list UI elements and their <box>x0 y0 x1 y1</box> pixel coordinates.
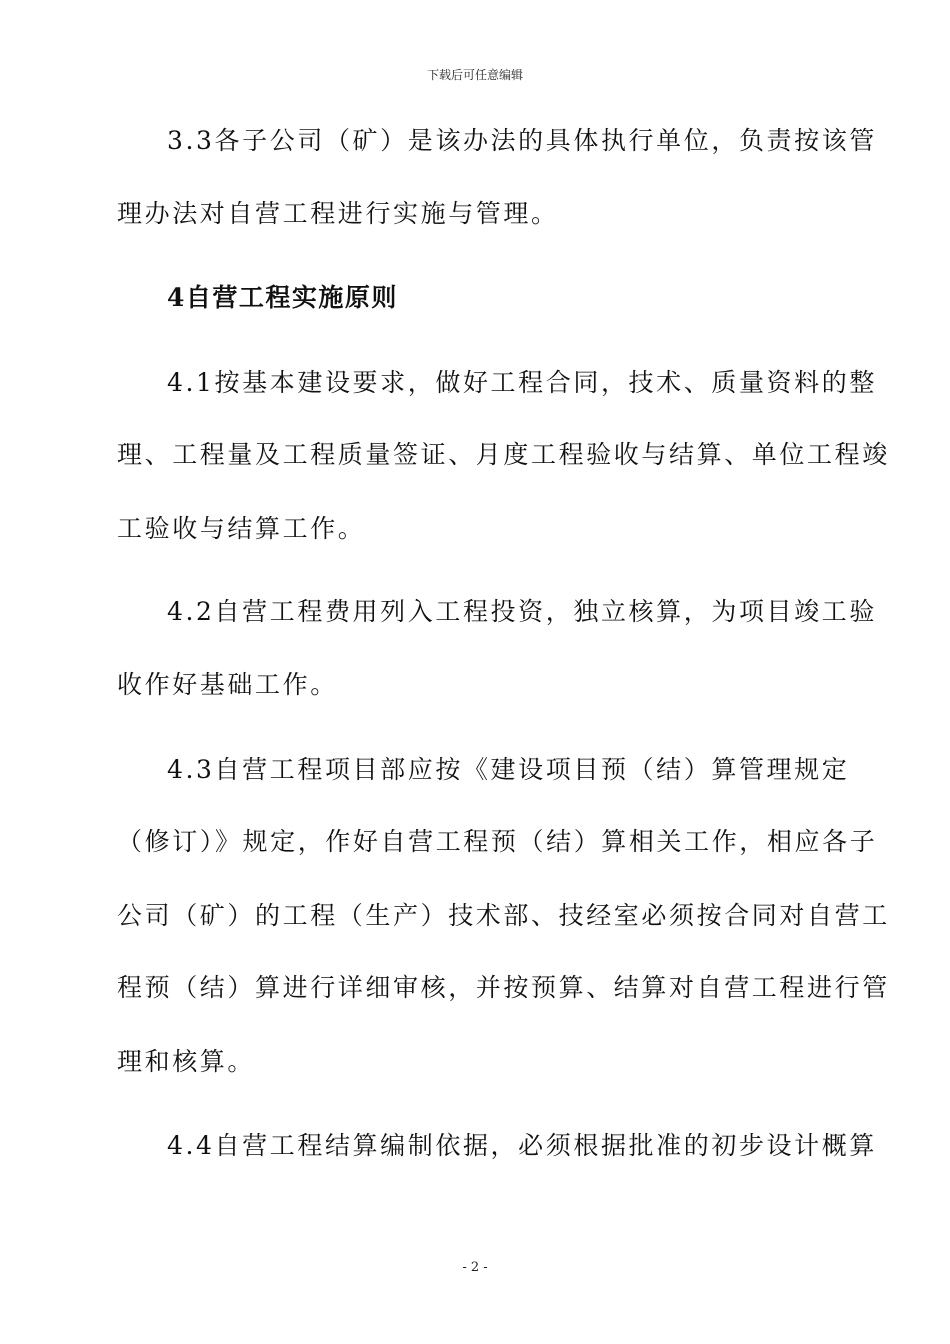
paragraph-4-3-line-3: 公司（矿）的工程（生产）技术部、技经室必须按合同对自营工 <box>117 901 890 930</box>
header-note: 下载后可任意编辑 <box>426 68 523 82</box>
paragraph-3-3-line-1: 3.3各子公司（矿）是该办法的具体执行单位，负责按该管 <box>167 126 877 155</box>
section-4-heading: 4自营工程实施原则 <box>167 283 398 312</box>
paragraph-3-3-line-2: 理办法对自营工程进行实施与管理。 <box>117 199 559 228</box>
paragraph-4-3-line-5: 理和核算。 <box>117 1047 256 1076</box>
paragraph-4-4-line-1: 4.4自营工程结算编制依据，必须根据批准的初步设计概算 <box>167 1131 877 1160</box>
paragraph-4-2-line-2: 收作好基础工作。 <box>117 670 338 699</box>
paragraph-4-2-line-1: 4.2自营工程费用列入工程投资，独立核算，为项目竣工验 <box>167 597 877 626</box>
paragraph-4-1-line-1: 4.1按基本建设要求，做好工程合同，技术、质量资料的整 <box>167 368 877 397</box>
paragraph-4-1-line-3: 工验收与结算工作。 <box>117 514 366 543</box>
paragraph-4-3-line-1: 4.3自营工程项目部应按《建设项目预（结）算管理规定 <box>167 755 850 784</box>
page-number: - 2 - <box>462 1260 488 1275</box>
paragraph-4-3-line-4: 程预（结）算进行详细审核，并按预算、结算对自营工程进行管 <box>117 973 890 1002</box>
paragraph-4-1-line-2: 理、工程量及工程质量签证、月度工程验收与结算、单位工程竣 <box>117 440 890 469</box>
paragraph-4-3-line-2: （修订）》规定，作好自营工程预（结）算相关工作，相应各子 <box>117 827 878 856</box>
